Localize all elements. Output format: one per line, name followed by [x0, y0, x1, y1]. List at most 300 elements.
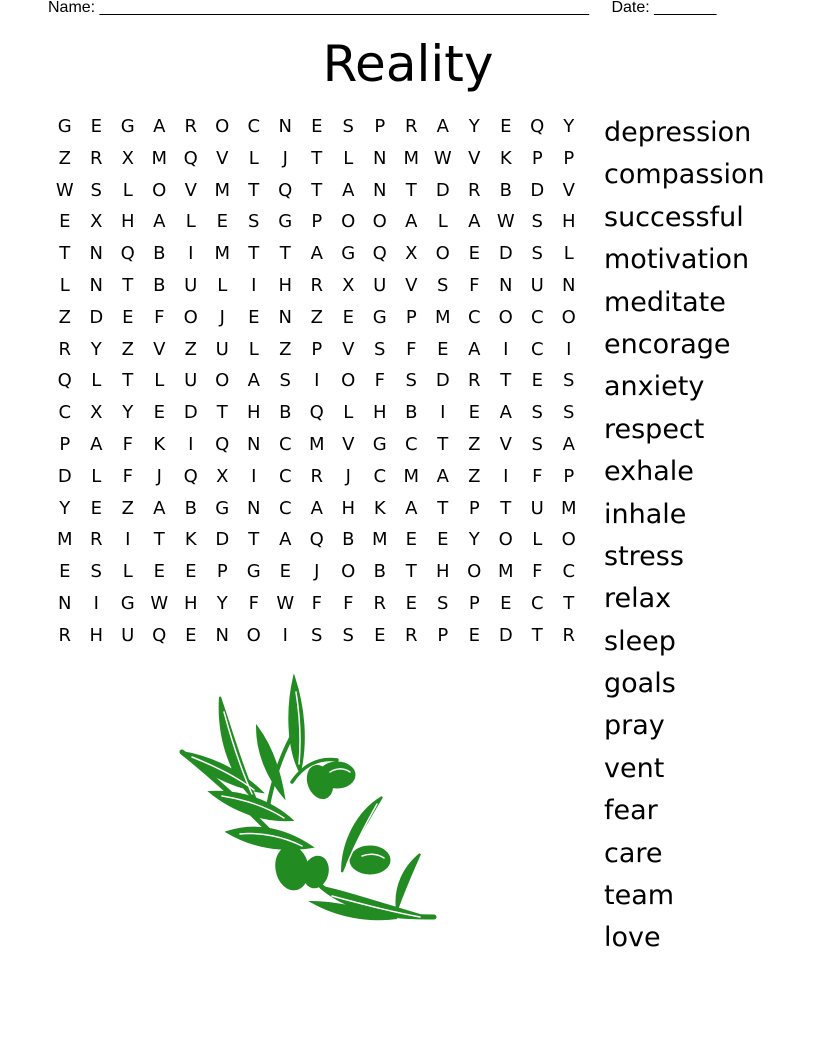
grid-cell: V	[342, 338, 355, 360]
grid-cell: A	[247, 370, 260, 392]
grid-cell: I	[251, 465, 257, 487]
grid-cell: N	[278, 116, 292, 137]
word-list-item: stress	[604, 540, 684, 572]
grid-cell: L	[343, 147, 354, 169]
grid-cell: S	[248, 211, 260, 233]
grid-cell: H	[120, 211, 135, 233]
grid-cell: H	[89, 624, 104, 646]
grid-cell: F	[154, 306, 165, 328]
date-label: Date:	[611, 0, 650, 16]
grid-cell: M	[560, 497, 577, 519]
grid-cell: R	[310, 465, 323, 487]
word-list-item: goals	[604, 668, 676, 700]
grid-cell: Y	[216, 592, 228, 614]
grid-cell: L	[248, 147, 259, 169]
grid-cell: N	[58, 592, 72, 614]
grid-cell: L	[563, 243, 574, 265]
grid-cell: Q	[372, 243, 387, 265]
grid-cell: E	[90, 497, 102, 519]
grid-cell: C	[467, 306, 481, 328]
grid-cell: S	[342, 116, 354, 137]
grid-cell: T	[279, 243, 291, 265]
grid-cell: E	[185, 561, 197, 583]
grid-cell: F	[532, 465, 543, 487]
grid-cell: U	[121, 624, 135, 646]
grid-cell: P	[531, 147, 543, 169]
grid-cell: C	[278, 465, 292, 487]
grid-cell: F	[406, 338, 417, 360]
grid-cell: X	[342, 274, 355, 296]
grid-cell: T	[500, 370, 512, 392]
word-list-item: relax	[604, 583, 672, 615]
grid-cell: V	[184, 179, 197, 201]
grid-cell: L	[91, 465, 102, 487]
grid-cell: A	[310, 243, 323, 265]
grid-cell: W	[276, 592, 295, 614]
grid-cell: N	[373, 179, 387, 201]
grid-cell: H	[246, 402, 261, 424]
grid-cell: E	[500, 116, 512, 137]
grid-cell: J	[156, 465, 162, 487]
grid-cell: A	[468, 338, 481, 360]
grid-cell: F	[469, 274, 480, 296]
grid-cell: E	[500, 592, 512, 614]
grid-cell: E	[405, 592, 417, 614]
grid-cell: H	[435, 561, 450, 583]
olive-branch-icon	[172, 672, 440, 932]
grid-cell: U	[184, 274, 198, 296]
grid-cell: Y	[122, 402, 134, 424]
grid-cell: E	[468, 624, 480, 646]
grid-cell: Q	[120, 243, 135, 265]
grid-cell: H	[372, 402, 387, 424]
grid-cell: C	[530, 338, 544, 360]
grid-cell: T	[311, 179, 323, 201]
word-list-item: meditate	[604, 286, 726, 318]
grid-cell: E	[185, 624, 197, 646]
grid-cell: H	[278, 274, 293, 296]
grid-cell: U	[530, 274, 544, 296]
grid-cell: G	[215, 497, 230, 519]
grid-cell: L	[248, 338, 259, 360]
grid-cell: B	[153, 274, 166, 296]
grid-cell: S	[279, 370, 291, 392]
grid-cell: G	[372, 433, 387, 455]
grid-cell: N	[89, 243, 103, 265]
grid-cell: T	[153, 529, 165, 551]
grid-cell: U	[530, 497, 544, 519]
grid-cell: E	[59, 211, 71, 233]
grid-cell: G	[57, 116, 72, 137]
grid-cell: T	[248, 179, 260, 201]
grid-cell: Q	[57, 370, 72, 392]
header-fields	[48, 0, 716, 18]
grid-cell: P	[437, 624, 449, 646]
grid-cell: E	[153, 561, 165, 583]
grid-cell: Z	[121, 497, 134, 519]
grid-cell: R	[310, 274, 323, 296]
grid-cell: B	[279, 402, 292, 424]
grid-cell: E	[248, 306, 260, 328]
word-list	[604, 112, 765, 960]
grid-cell: D	[435, 370, 450, 392]
grid-cell: M	[403, 465, 420, 487]
grid-cell: M	[308, 433, 325, 455]
grid-cell: F	[311, 592, 322, 614]
grid-cell: M	[214, 243, 231, 265]
grid-cell: U	[373, 274, 387, 296]
grid-cell: Q	[530, 116, 545, 137]
grid-cell: O	[183, 306, 198, 328]
grid-cell: P	[563, 147, 575, 169]
grid-cell: L	[343, 402, 354, 424]
grid-cell: X	[216, 465, 229, 487]
grid-cell: Z	[58, 306, 71, 328]
grid-cell: N	[247, 433, 261, 455]
grid-cell: G	[341, 243, 356, 265]
grid-cell: T	[437, 497, 449, 519]
grid-cell: Z	[279, 338, 292, 360]
grid-cell: L	[154, 370, 165, 392]
grid-cell: R	[373, 592, 386, 614]
grid-cell: A	[468, 211, 481, 233]
grid-cell: Z	[468, 465, 481, 487]
name-blank: _______________________________________________________	[99, 0, 589, 16]
word-list-item: pray	[604, 710, 665, 742]
grid-cell: O	[498, 529, 513, 551]
grid-cell: D	[498, 243, 513, 265]
grid-cell: V	[216, 147, 229, 169]
grid-cell: W	[55, 179, 74, 201]
grid-cell: J	[314, 561, 320, 583]
grid-cell: E	[437, 529, 449, 551]
grid-cell: M	[56, 529, 73, 551]
grid-cell: X	[405, 243, 418, 265]
grid-cell: O	[341, 211, 356, 233]
grid-cell: M	[371, 529, 388, 551]
word-list-item: encorage	[604, 328, 731, 360]
grid-cell: B	[499, 179, 512, 201]
grid-cell: O	[467, 561, 482, 583]
grid-cell: I	[188, 243, 194, 265]
grid-cell: U	[184, 370, 198, 392]
grid-cell: F	[248, 592, 259, 614]
grid-cell: C	[373, 465, 387, 487]
grid-cell: X	[90, 402, 103, 424]
grid-cell: K	[184, 529, 197, 551]
grid-cell: E	[90, 116, 102, 137]
grid-cell: R	[467, 370, 481, 392]
grid-cell: A	[279, 529, 292, 551]
grid-cell: S	[531, 211, 543, 233]
grid-cell: T	[405, 179, 417, 201]
grid-cell: R	[89, 529, 103, 551]
grid-cell: H	[341, 497, 356, 519]
name-label: Name:	[48, 0, 96, 16]
word-list-item: inhale	[604, 498, 687, 530]
grid-cell: S	[405, 370, 417, 392]
grid-cell: G	[246, 561, 261, 583]
grid-cell: K	[499, 147, 512, 169]
grid-cell: T	[248, 243, 260, 265]
word-list-item: exhale	[604, 456, 694, 488]
grid-cell: V	[562, 179, 575, 201]
grid-cell: C	[278, 497, 292, 519]
grid-cell: E	[153, 402, 165, 424]
grid-cell: C	[530, 592, 544, 614]
grid-cell: A	[405, 211, 418, 233]
grid-cell: P	[216, 561, 228, 583]
grid-cell: T	[405, 561, 417, 583]
grid-cell: O	[215, 116, 230, 137]
word-list-item: depression	[604, 117, 752, 148]
grid-cell: L	[59, 274, 70, 296]
grid-cell: I	[251, 274, 257, 296]
grid-cell: S	[437, 592, 449, 614]
grid-cell: S	[437, 274, 449, 296]
grid-cell: I	[566, 338, 572, 360]
grid-cell: S	[374, 338, 386, 360]
word-list-item: successful	[604, 201, 744, 233]
grid-cell: A	[90, 433, 103, 455]
grid-cell: B	[373, 561, 386, 583]
grid-cell: L	[122, 561, 133, 583]
grid-cell: E	[374, 624, 386, 646]
word-list-item: team	[604, 880, 675, 912]
grid-cell: R	[58, 338, 71, 360]
grid-cell: Q	[183, 465, 198, 487]
grid-cell: J	[219, 306, 225, 328]
grid-cell: D	[530, 179, 545, 201]
grid-cell: B	[405, 402, 418, 424]
grid-cell: P	[468, 497, 480, 519]
grid-cell: U	[215, 338, 229, 360]
grid-cell: C	[58, 402, 72, 424]
word-list-item: vent	[604, 752, 665, 784]
grid-cell: R	[58, 624, 71, 646]
grid-cell: O	[372, 211, 387, 233]
grid-cell: R	[562, 624, 575, 646]
grid-cell: X	[90, 211, 103, 233]
grid-cell: N	[499, 274, 513, 296]
grid-cell: A	[153, 211, 166, 233]
grid-cell: G	[278, 211, 293, 233]
word-list-item: fear	[604, 795, 658, 827]
grid-cell: X	[121, 147, 134, 169]
grid-cell: A	[436, 465, 449, 487]
grid-cell: T	[563, 592, 575, 614]
grid-cell: M	[403, 147, 420, 169]
word-list-item: care	[604, 837, 663, 869]
grid-cell: P	[311, 211, 323, 233]
grid-cell: D	[57, 465, 72, 487]
grid-cell: E	[279, 561, 291, 583]
grid-cell: L	[122, 179, 133, 201]
grid-cell: V	[342, 433, 355, 455]
grid-cell: D	[435, 179, 450, 201]
grid-cell: O	[215, 370, 230, 392]
grid-cell: E	[311, 116, 323, 137]
grid-cell: Y	[90, 338, 102, 360]
grid-cell: E	[468, 402, 480, 424]
grid-cell: F	[122, 433, 133, 455]
word-list-item: motivation	[604, 244, 750, 276]
grid-cell: M	[497, 561, 514, 583]
grid-cell: V	[468, 147, 481, 169]
grid-cell: I	[440, 402, 446, 424]
grid-cell: B	[184, 497, 197, 519]
grid-cell: C	[530, 306, 544, 328]
grid-cell: C	[404, 433, 418, 455]
grid-cell: Z	[121, 338, 134, 360]
grid-cell: S	[342, 624, 354, 646]
grid-cell: Z	[184, 338, 197, 360]
word-list-item: anxiety	[604, 371, 705, 403]
grid-cell: N	[89, 274, 103, 296]
grid-cell: D	[215, 529, 230, 551]
grid-cell: S	[531, 243, 543, 265]
grid-cell: E	[437, 338, 449, 360]
grid-cell: O	[341, 561, 356, 583]
grid-cell: T	[122, 274, 134, 296]
grid-cell: M	[434, 306, 451, 328]
grid-cell: C	[278, 433, 292, 455]
grid-cell: N	[215, 624, 229, 646]
grid-cell: F	[532, 561, 543, 583]
grid-cell: B	[153, 243, 166, 265]
grid-cell: T	[500, 497, 512, 519]
grid-cell: D	[89, 306, 104, 328]
grid-cell: D	[498, 624, 513, 646]
grid-cell: I	[93, 592, 99, 614]
grid-cell: I	[282, 624, 288, 646]
grid-cell: O	[561, 529, 576, 551]
grid-cell: Y	[563, 116, 575, 137]
grid-cell: G	[372, 306, 387, 328]
grid-cell: Z	[58, 147, 71, 169]
grid-cell: L	[91, 370, 102, 392]
grid-cell: I	[503, 338, 509, 360]
grid-cell: I	[188, 433, 194, 455]
grid-cell: T	[531, 624, 543, 646]
grid-cell: Z	[310, 306, 323, 328]
grid-cell: S	[311, 624, 323, 646]
letter-grid	[49, 114, 585, 655]
grid-cell: S	[90, 561, 102, 583]
grid-cell: P	[311, 338, 323, 360]
grid-cell: F	[122, 465, 133, 487]
grid-cell: R	[467, 179, 481, 201]
grid-cell: P	[59, 433, 71, 455]
grid-cell: Q	[309, 402, 324, 424]
grid-cell: L	[532, 529, 543, 551]
grid-cell: B	[342, 529, 355, 551]
grid-cell: E	[122, 306, 134, 328]
grid-cell: Y	[468, 529, 480, 551]
grid-cell: F	[374, 370, 385, 392]
grid-cell: E	[531, 370, 543, 392]
grid-cell: M	[151, 147, 168, 169]
grid-cell: W	[433, 147, 452, 169]
grid-cell: L	[185, 211, 196, 233]
grid-cell: I	[314, 370, 320, 392]
grid-cell: F	[343, 592, 354, 614]
grid-cell: Y	[59, 497, 71, 519]
grid-cell: Y	[468, 116, 480, 137]
grid-cell: L	[217, 274, 228, 296]
word-list-item: respect	[604, 413, 705, 445]
grid-cell: V	[499, 433, 512, 455]
grid-cell: O	[246, 624, 261, 646]
grid-cell: T	[122, 370, 134, 392]
grid-cell: J	[345, 465, 351, 487]
grid-cell: A	[310, 497, 323, 519]
grid-cell: T	[248, 529, 260, 551]
grid-cell: I	[125, 529, 131, 551]
grid-cell: N	[247, 497, 261, 519]
grid-cell: S	[531, 433, 543, 455]
grid-cell: H	[561, 211, 576, 233]
grid-cell: J	[282, 147, 288, 169]
grid-cell: S	[563, 402, 575, 424]
grid-cell: R	[89, 147, 103, 169]
grid-cell: O	[498, 306, 513, 328]
grid-cell: Q	[278, 179, 293, 201]
grid-cell: D	[183, 402, 198, 424]
grid-cell: L	[437, 211, 448, 233]
grid-cell: O	[561, 306, 576, 328]
grid-cell: C	[562, 561, 576, 583]
grid-cell: A	[342, 179, 355, 201]
grid-cell: K	[373, 497, 386, 519]
grid-cell: S	[531, 402, 543, 424]
grid-cell: M	[214, 179, 231, 201]
grid-cell: R	[404, 624, 418, 646]
grid-cell: O	[152, 179, 167, 201]
grid-cell: A	[499, 402, 512, 424]
grid-cell: G	[120, 116, 135, 137]
grid-cell: Z	[468, 433, 481, 455]
grid-cell: C	[247, 116, 261, 137]
grid-cell: N	[373, 147, 387, 169]
grid-cell: I	[503, 465, 509, 487]
date-blank: _______	[654, 0, 717, 16]
grid-cell: G	[120, 592, 135, 614]
grid-cell: A	[153, 497, 166, 519]
word-list-item: compassion	[604, 159, 765, 191]
grid-cell: W	[496, 211, 515, 233]
grid-cell: T	[59, 243, 71, 265]
grid-cell: A	[436, 116, 449, 137]
grid-cell: V	[153, 338, 166, 360]
grid-cell: Q	[152, 624, 167, 646]
grid-cell: A	[153, 116, 166, 137]
grid-cell: T	[216, 402, 228, 424]
grid-cell: Q	[309, 529, 324, 551]
word-list-item: sleep	[604, 625, 676, 657]
grid-cell: P	[563, 465, 575, 487]
grid-cell: K	[153, 433, 166, 455]
grid-cell: T	[437, 433, 449, 455]
grid-cell: E	[468, 243, 480, 265]
grid-cell: W	[150, 592, 169, 614]
grid-cell: P	[468, 592, 480, 614]
grid-cell: A	[405, 497, 418, 519]
grid-cell: R	[404, 116, 418, 137]
word-list-item: love	[604, 922, 661, 954]
grid-cell: R	[184, 116, 197, 137]
page-title: Reality	[322, 35, 494, 93]
